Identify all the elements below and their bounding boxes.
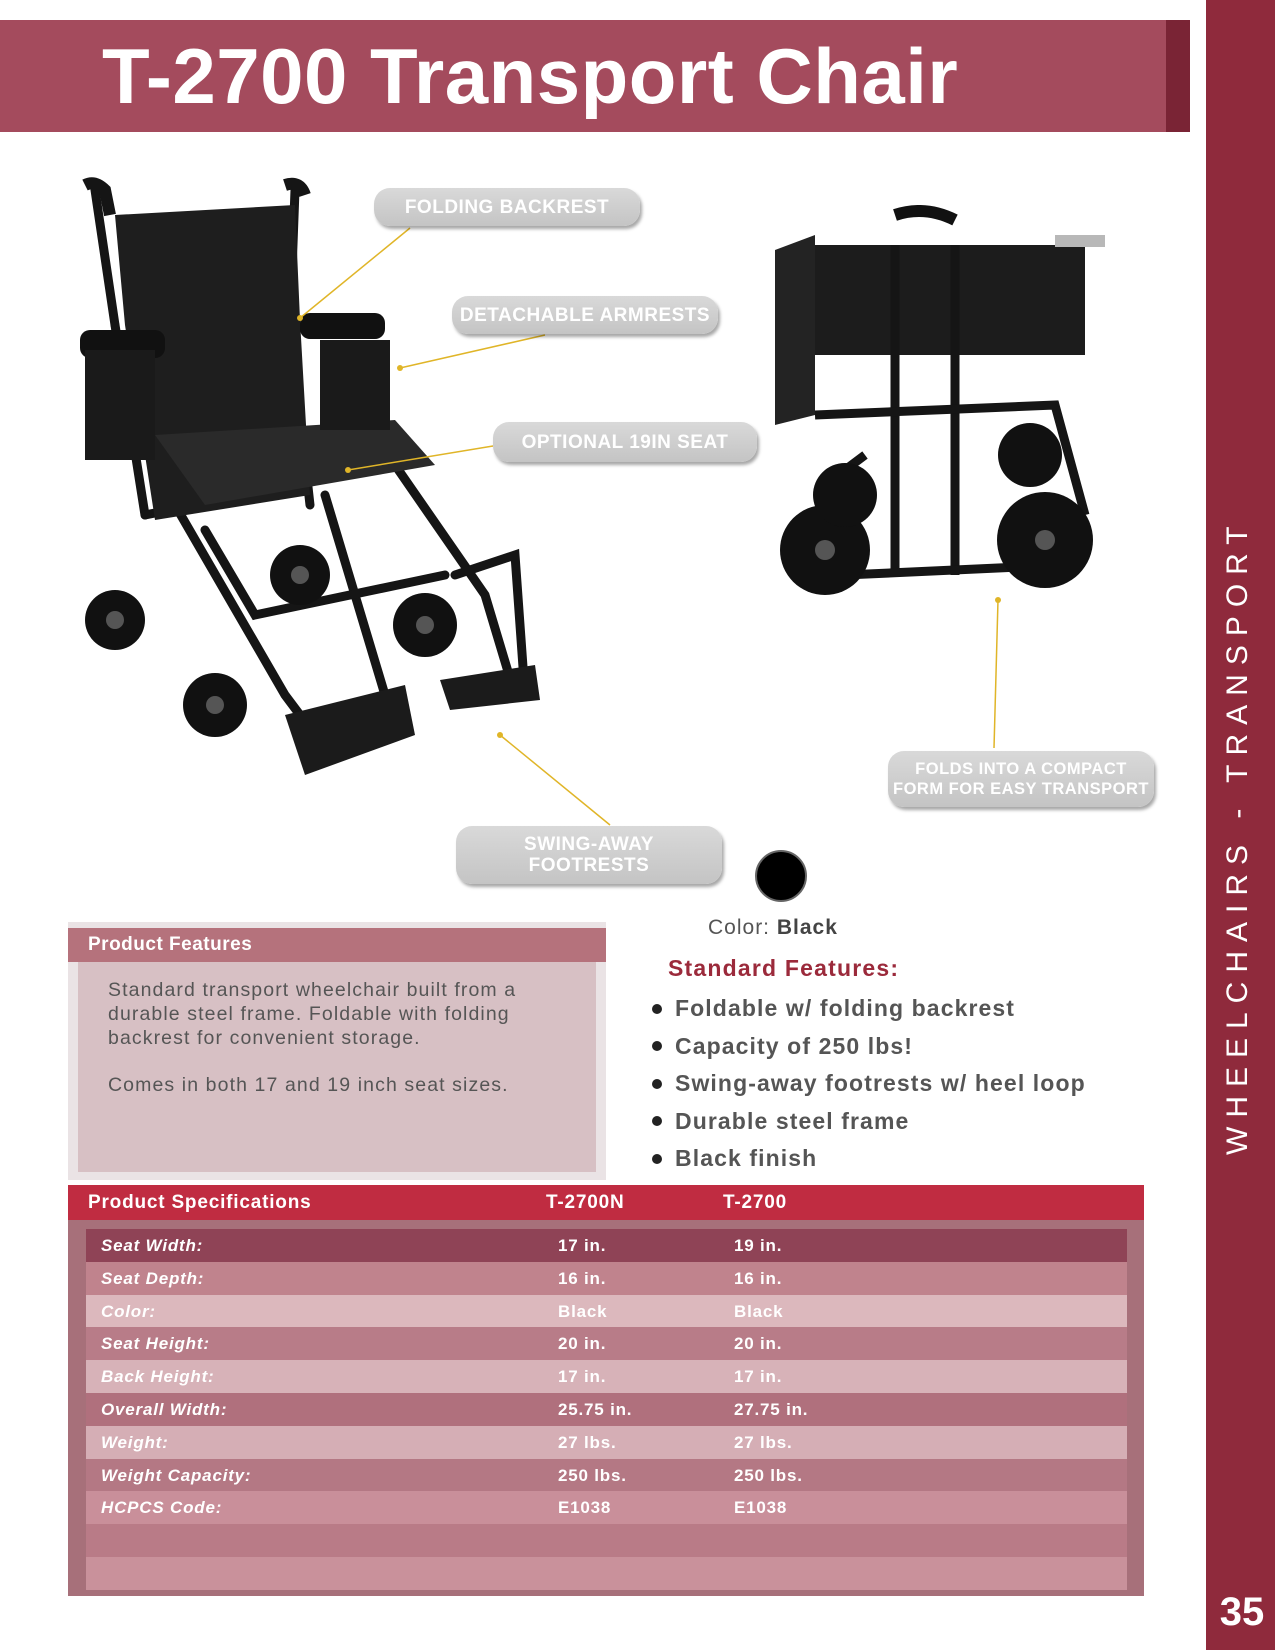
spec-value: Black: [734, 1301, 784, 1321]
spec-label: Back Height:: [101, 1367, 215, 1387]
bullet-icon: [652, 1079, 662, 1089]
table-row: [86, 1262, 1127, 1295]
spec-value: 250 lbs.: [558, 1465, 627, 1485]
table-row: [86, 1229, 1127, 1262]
table-row: [86, 1327, 1127, 1360]
chair-unfolded-photo: [55, 175, 615, 815]
page-title: T-2700 Transport Chair: [102, 32, 959, 120]
callout-optional-seat: OPTIONAL 19IN SEAT: [493, 422, 757, 462]
column-header: T-2700: [723, 1192, 787, 1213]
table-row: [86, 1295, 1127, 1328]
bullet-icon: [652, 1154, 662, 1164]
callout-folds-compact: FOLDS INTO A COMPACT FORM FOR EASY TRANSPORT: [888, 751, 1154, 807]
chair-folded-photo: [755, 205, 1145, 665]
product-features-header: [68, 928, 606, 962]
spec-value: 27 lbs.: [734, 1432, 793, 1452]
product-features-body: [78, 962, 596, 1172]
callout-swing-away-footrests: SWING-AWAY FOOTRESTS: [456, 826, 722, 884]
spec-label: Seat Depth:: [101, 1268, 205, 1288]
standard-features-heading: Standard Features:: [668, 955, 900, 981]
bullet-icon: [652, 1004, 662, 1014]
spec-value: Black: [558, 1301, 608, 1321]
spec-label: Seat Height:: [101, 1334, 210, 1354]
callout-detachable-armrests: DETACHABLE ARMRESTS: [452, 296, 718, 334]
list-item: Foldable w/ folding backrest: [652, 990, 1086, 1028]
spec-label: Weight:: [101, 1432, 169, 1452]
color-swatch-black: [755, 850, 807, 902]
spec-value: 17 in.: [558, 1236, 607, 1255]
list-item: Swing-away footrests w/ heel loop: [652, 1065, 1086, 1103]
color-line: [708, 916, 838, 940]
section-label: WHEELCHAIRS - TRANSPORT: [1221, 517, 1254, 1155]
product-features-paragraph: Comes in both 17 and 19 inch seat sizes.: [108, 1074, 509, 1096]
list-item: Capacity of 250 lbs!: [652, 1028, 1086, 1066]
spec-label: Seat Width:: [101, 1236, 204, 1255]
spec-value: 27 lbs.: [558, 1432, 617, 1452]
specifications-header: [68, 1185, 1144, 1220]
spec-value: 16 in.: [734, 1268, 783, 1288]
spec-value: 25.75 in.: [558, 1399, 633, 1419]
table-row: [86, 1426, 1127, 1459]
table-row: [86, 1393, 1127, 1426]
spec-value: 17 in.: [734, 1367, 783, 1387]
spec-value: E1038: [558, 1498, 612, 1518]
color-label: Color:: [708, 916, 771, 939]
product-features-paragraph: Standard transport wheelchair built from a durable steel frame. Foldable with folding backrest for convenient storage.: [108, 979, 517, 1049]
spec-value: 20 in.: [734, 1334, 783, 1354]
table-row: [86, 1524, 1127, 1557]
specifications-table: [68, 1185, 1144, 1596]
product-features-heading: Product Features: [88, 934, 253, 955]
spec-value: E1038: [734, 1498, 788, 1518]
page-number: 35: [1219, 1590, 1265, 1634]
table-row: [86, 1459, 1127, 1492]
spec-value: 250 lbs.: [734, 1465, 803, 1485]
column-header: T-2700N: [546, 1192, 625, 1213]
spec-label: Overall Width:: [101, 1399, 228, 1419]
spec-label: HCPCS Code:: [101, 1498, 223, 1518]
table-row: [86, 1360, 1127, 1393]
list-item: Durable steel frame: [652, 1103, 1086, 1141]
spec-value: 27.75 in.: [734, 1399, 809, 1419]
color-value: Black: [776, 916, 838, 939]
spec-value: 17 in.: [558, 1367, 607, 1387]
title-bar-accent: [1166, 20, 1190, 132]
specifications-body: [86, 1229, 1127, 1590]
bullet-icon: [652, 1041, 662, 1051]
table-row: [86, 1491, 1127, 1524]
standard-features-list: [652, 990, 1086, 1178]
title-bar: [0, 20, 1190, 132]
specifications-heading: Product Specifications: [88, 1192, 312, 1213]
spec-value: 19 in.: [734, 1236, 783, 1255]
spec-value: 20 in.: [558, 1334, 607, 1354]
table-row: [86, 1557, 1127, 1590]
spec-label: Color:: [101, 1301, 156, 1321]
bullet-icon: [652, 1116, 662, 1126]
spec-label: Weight Capacity:: [101, 1465, 252, 1485]
product-features-box: [68, 922, 606, 1180]
callout-folding-backrest: FOLDING BACKREST: [374, 188, 640, 226]
spec-value: 16 in.: [558, 1268, 607, 1288]
list-item: Black finish: [652, 1140, 1086, 1178]
